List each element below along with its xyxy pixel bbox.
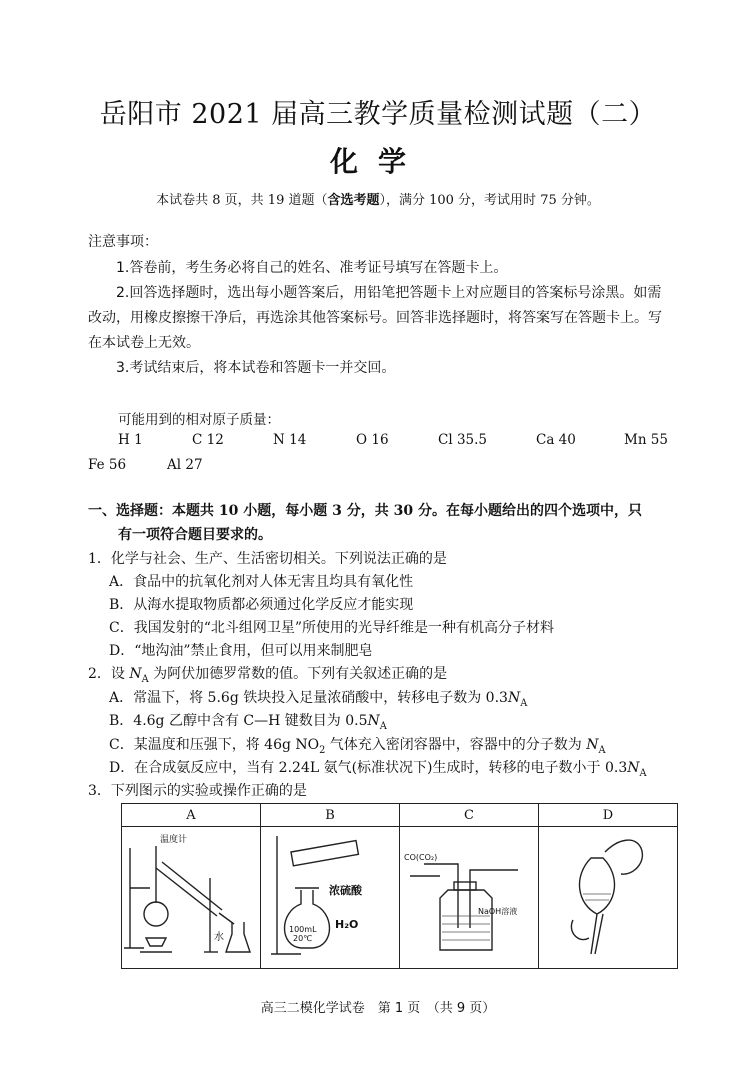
figure-d-separating-funnel — [539, 827, 678, 969]
naoh-label: NaOH溶液 — [478, 907, 518, 916]
atomic-mass-n: N 14 — [273, 432, 307, 448]
gas-washing-bottle-illustration — [400, 828, 538, 963]
flask-temp-label: 20℃ — [293, 934, 313, 943]
note-item-3: 3.考试结束后，将本试卷和答题卡一并交回。 — [116, 360, 396, 376]
atomic-mass-o: O 16 — [356, 432, 389, 448]
atomic-mass-c: C 12 — [192, 432, 224, 448]
q1-stem: 1．化学与社会、生产、生活密切相关。下列说法正确的是 — [88, 551, 447, 567]
atomic-mass-cl: Cl 35.5 — [438, 432, 487, 448]
exam-title: 岳阳市 2021 届高三教学质量检测试题（二） — [99, 99, 657, 130]
q3-figure-table — [121, 803, 678, 969]
q2-stem: 2．设 $N_A$ 为阿伏加德罗常数的值。下列有关叙述正确的是 — [88, 666, 448, 685]
acid-label: 浓硫酸 — [329, 884, 362, 897]
notes-heading: 注意事项： — [88, 234, 158, 250]
distillation-apparatus-illustration — [122, 828, 260, 963]
section-heading-line2: 有一项符合题目要求的。 — [118, 527, 272, 543]
thermometer-label: 温度计 — [160, 835, 188, 845]
q3-stem: 3．下列图示的实验或操作正确的是 — [88, 783, 307, 799]
note-item-1: 1.答卷前，考生务必将自己的姓名、准考证号填写在答题卡上。 — [116, 260, 508, 276]
col-header-a: A — [122, 804, 261, 827]
note-item-2: 2.回答选择题时，选出每小题答案后，用铅笔把答题卡上对应题目的答案标号涂黑。如需改动，用橡皮擦擦干净后，再选涂其他答案标号。回答非选择题时，将答案写在答题卡上。写在本试卷上无效。 — [88, 285, 662, 351]
q1-option-d: D．“地沟油”禁止食用，但可以用来制肥皂 — [109, 643, 373, 659]
atomic-mass-fe: Fe 56 — [88, 457, 127, 473]
subject-title: 化学 — [329, 145, 426, 178]
col-header-c: C — [400, 804, 539, 827]
q1-option-a: A．食品中的抗氧化剂对人体无害且均具有氧化性 — [109, 574, 414, 590]
q2-option-c: C．某温度和压强下，将 46g $NO_2$ 气体充入密闭容器中，容器中的分子数为 $N_A$ — [109, 737, 606, 756]
figure-b-dilution — [261, 827, 400, 969]
q2-option-b: B．4.6g 乙醇中含有 C—H 键数目为 $0.5N_A$ — [109, 713, 387, 732]
q1-option-c: C．我国发射的“北斗组网卫星”所使用的光导纤维是一种有机高分子材料 — [109, 620, 555, 636]
q2-option-a: A．常温下，将 5.6g 铁块投入足量浓硝酸中，转移电子数为 $0.3N_A$ — [109, 690, 528, 709]
exam-intro: 本试卷共 8 页，共 19 道题（含选考题），满分 100 分，考试用时 75 分钟。 — [156, 193, 600, 208]
atomic-mass-heading: 可能用到的相对原子质量： — [118, 412, 280, 428]
water-formula-label: H₂O — [335, 918, 359, 931]
gas-inlet-label: CO(CO₂) — [404, 853, 438, 862]
figure-c-gas-washing — [400, 827, 539, 969]
flask-volume-label: 100mL — [289, 925, 317, 934]
col-header-b: B — [261, 804, 400, 827]
figure-a-distillation — [122, 827, 261, 969]
separating-funnel-illustration — [539, 828, 677, 963]
page-footer: 高三二模化学试卷 第 1 页 （共 9 页） — [260, 1001, 496, 1016]
col-header-d: D — [539, 804, 678, 827]
atomic-mass-h: H 1 — [118, 432, 143, 448]
acid-dilution-illustration — [261, 828, 399, 963]
q1-option-b: B．从海水提取物质都必须通过化学反应才能实现 — [109, 597, 414, 613]
q2-option-d: D．在合成氨反应中，当有 2.24L 氨气(标准状况下)生成时，转移的电子数小于 $0.3N_A$ — [109, 760, 647, 779]
atomic-mass-mn: Mn 55 — [624, 432, 668, 448]
atomic-mass-ca: Ca 40 — [536, 432, 576, 448]
intro-bold: 含选考题 — [327, 193, 380, 208]
section-heading-line1: 一、选择题：本题共 10 小题，每小题 3 分，共 30 分。在每小题给出的四个选项中，只 — [88, 503, 642, 519]
water-label: 水 — [214, 932, 224, 943]
atomic-mass-al: Al 27 — [167, 457, 203, 473]
